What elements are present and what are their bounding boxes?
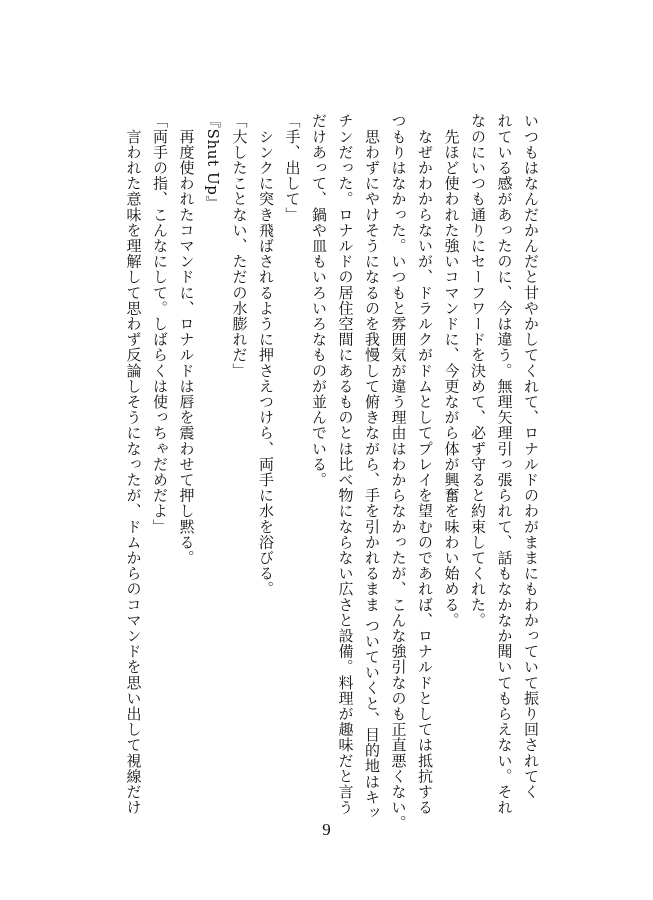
text-line-12: 「大したことない、ただの水膨れだ」	[230, 113, 249, 379]
text-line-1: いつもはなんだかんだと甘やかしてくれて、ロナルドのわがままにもわかっていて振り回されてく	[522, 113, 540, 800]
text-line-14: 再度使われたコマンドに、ロナルドは唇を震わせて押し黙る。	[177, 113, 196, 566]
text-line-8: チンだった。ロナルドの居住空間にあるものとは比べ物にならない広さと設備。料理が趣味だと言う	[336, 113, 355, 815]
text-line-3: なのにいつも通りにセーフワードを決めて、必ず守ると約束してくれた。	[469, 113, 487, 628]
text-line-13: 『Shut Up』	[204, 113, 222, 212]
text-line-5: なぜかわからないが、ドラルクがドムとしてプレイを望むのであれば、ロナルドとしては抵抗する	[416, 113, 434, 815]
text-line-10: 「手、出して」	[283, 113, 302, 223]
vertical-text-body	[104, 113, 544, 831]
text-line-7: 思わずにやけそうになるのを我慢して俯きながら、手を引かれるまま ついていくと、目的地はキッ	[363, 113, 381, 821]
text-line-16: 言われた意味を理解して思わず反論しそうになったが、ドムからのコマンドを思い出して視線だけ	[124, 113, 143, 815]
text-line-15: 「両手の指、こんなにして。しばらくは使っちゃだめだよ」	[151, 113, 169, 535]
text-line-4: 先ほど使われた強いコマンドに、今更ながら体が興奮を味わい始める。	[442, 113, 461, 628]
text-line-6: つもりはなかった。いつもと雰囲気が違う理由はわからなかったが、こんな強引なのも正直悪くない。	[389, 113, 408, 831]
text-line-2: れている感があったのに、今は違う。無理矢理引っ張られて、話もなかなか聞いてもらえない。それ	[495, 113, 514, 815]
text-line-9: だけあって、鍋や皿もいろいろなものが並んでいる。	[310, 113, 328, 488]
text-line-11: シンクに突き飛ばされるように押さえつけら、両手に水を浴びる。	[257, 113, 275, 597]
page-number: 9	[322, 820, 331, 839]
